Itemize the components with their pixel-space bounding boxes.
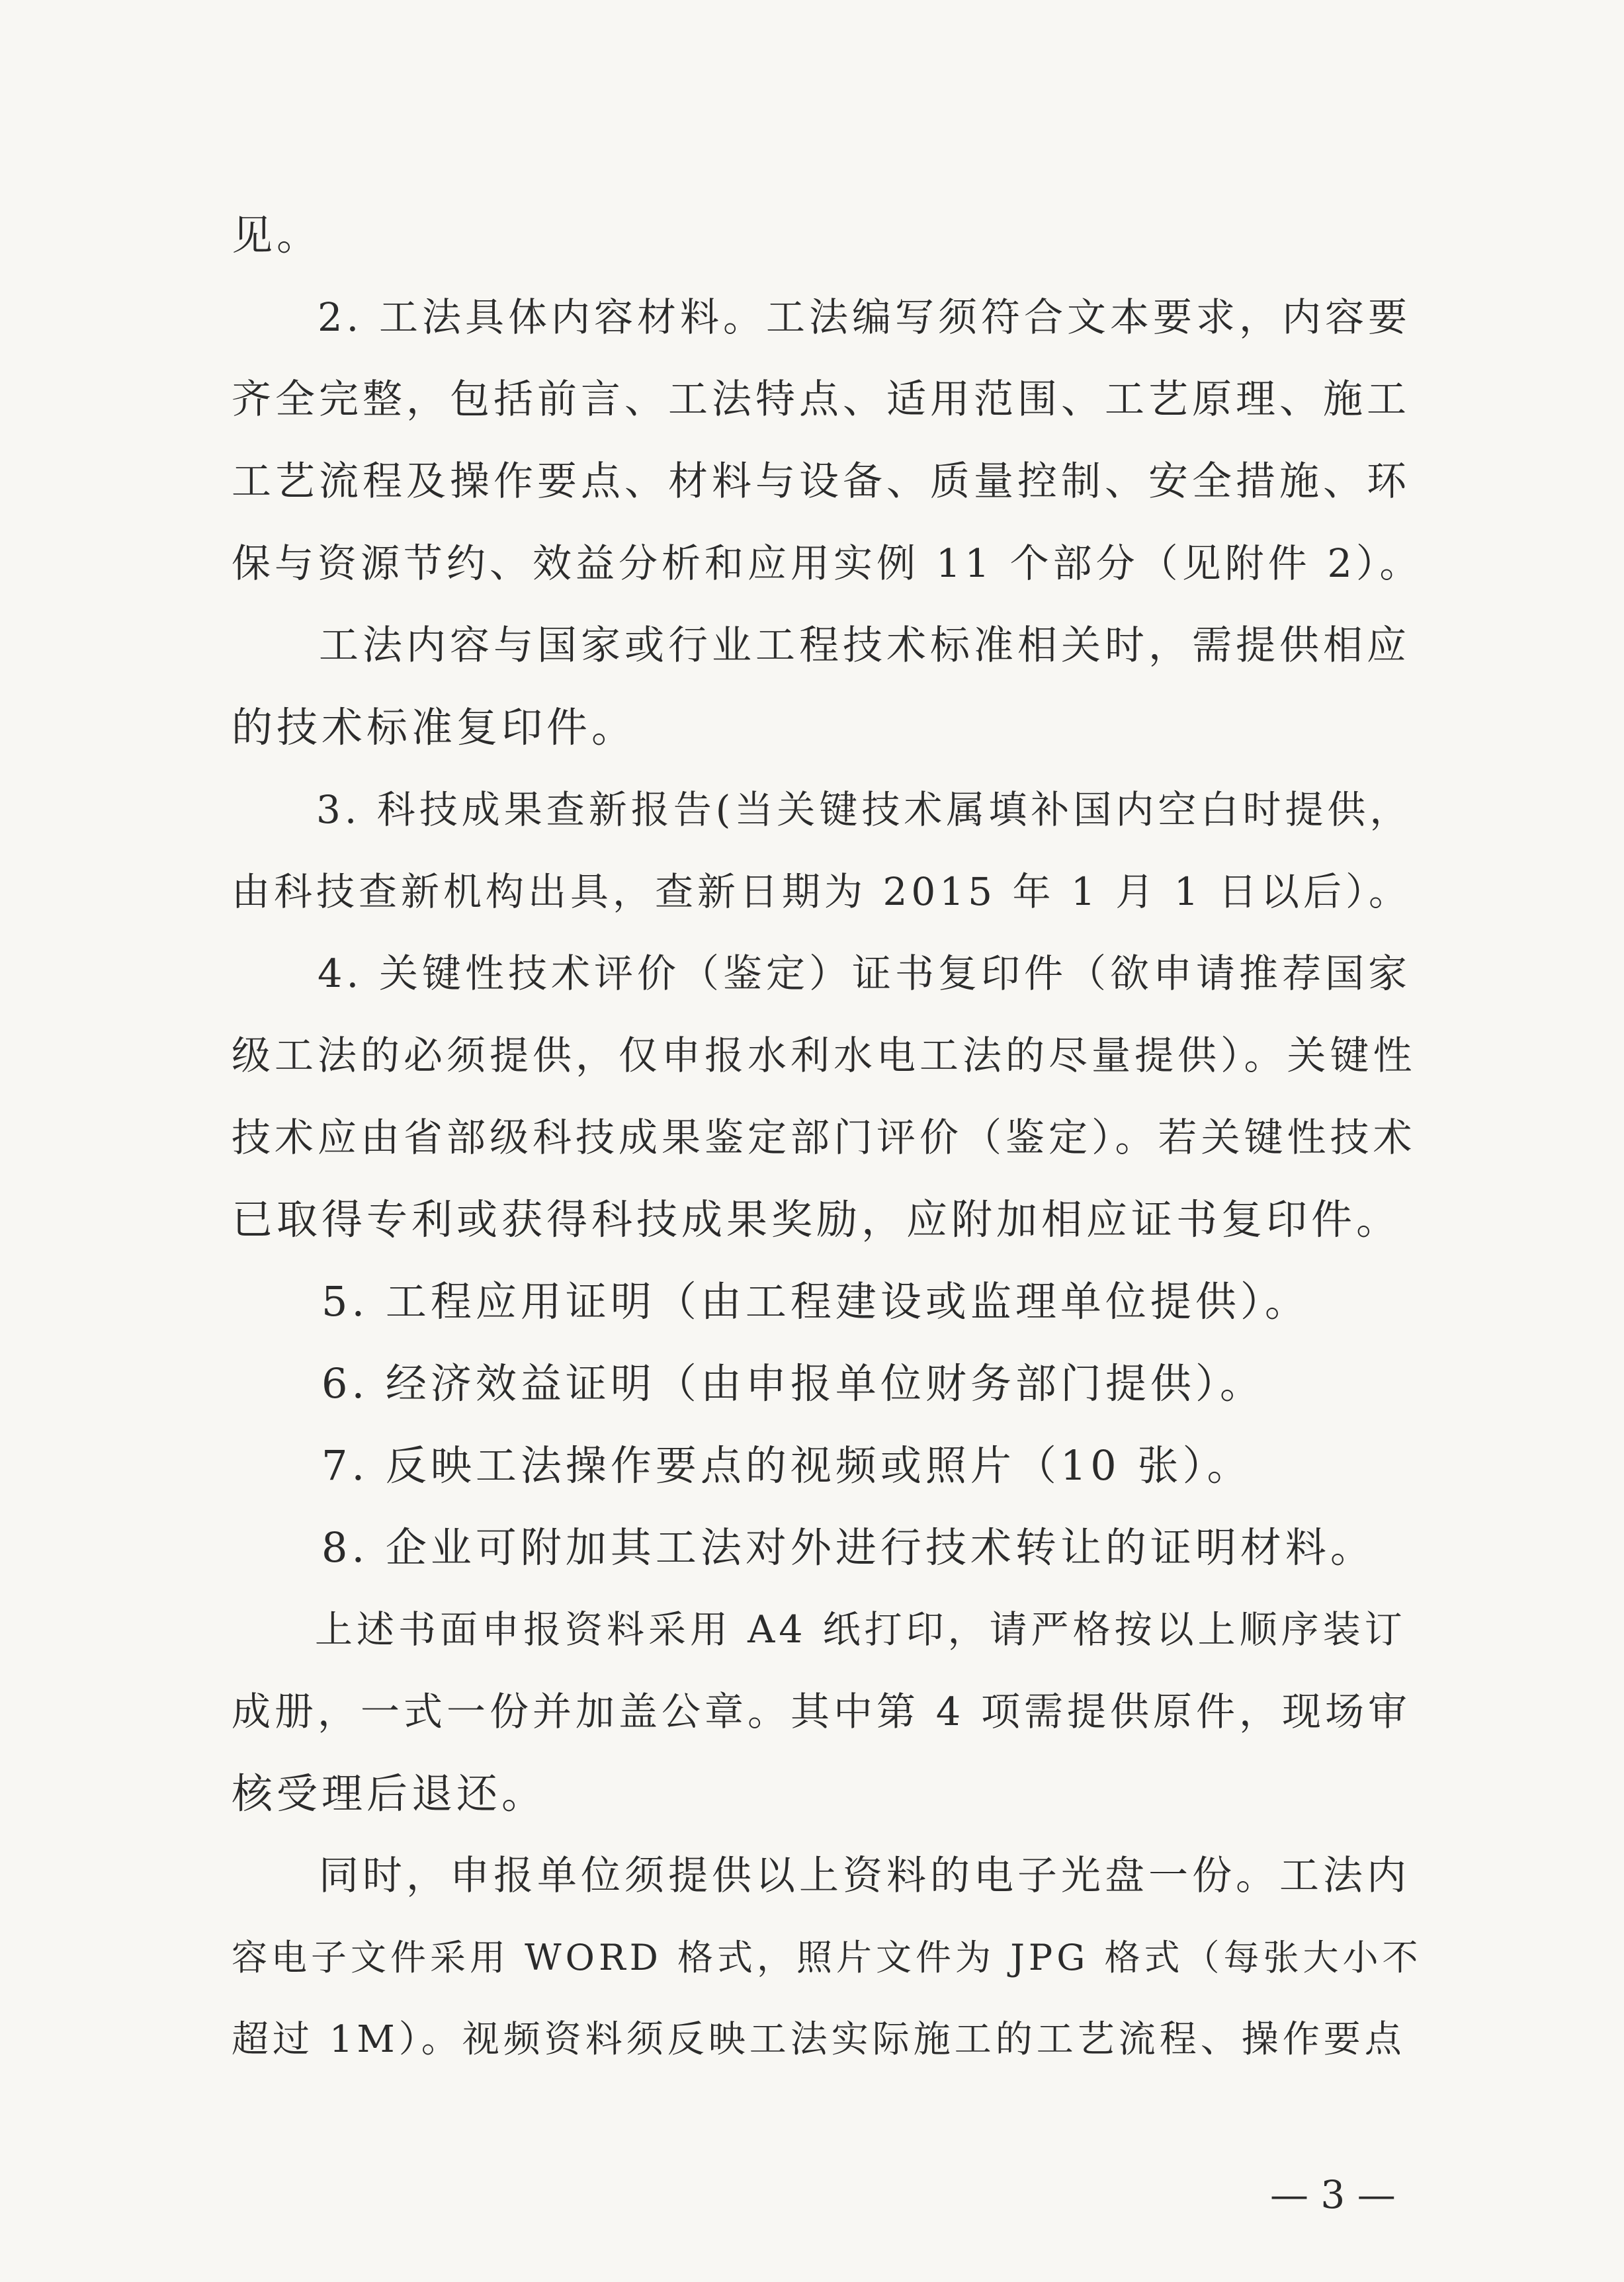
text-line: 3. 科技成果查新报告(当关键技术属填补国内空白时提供，: [232, 787, 1412, 832]
page-number: — 3 —: [1270, 2172, 1396, 2217]
text-line: 容电子文件采用 WORD 格式，照片文件为 JPG 格式（每张大小不: [232, 1937, 1422, 1978]
text-line: 工艺流程及操作要点、材料与设备、质量控制、安全措施、环: [232, 458, 1410, 505]
text-line: 工法内容与国家或行业工程技术标准相关时，需提供相应: [232, 622, 1410, 669]
text-line: 核受理后退还。: [232, 1769, 547, 1818]
text-line: 技术应由省部级科技成果鉴定部门评价（鉴定）。若关键性技术: [232, 1115, 1416, 1160]
text-line: 超过 1M）。视频资料须反映工法实际施工的工艺流程、操作要点: [232, 2018, 1406, 2061]
text-line: 已取得专利或获得科技成果奖励，应附加相应证书复印件。: [232, 1195, 1402, 1244]
text-line: 6. 经济效益证明（由申报单位财务部门提供）。: [232, 1359, 1265, 1408]
text-line: 上述书面申报资料采用 A4 纸打印，请严格按以上顺序装订: [232, 1608, 1406, 1652]
text-line: 级工法的必须提供，仅申报水利水电工法的尽量提供）。关键性: [232, 1033, 1416, 1078]
text-line: 2. 工法具体内容材料。工法编写须符合文本要求，内容要: [232, 294, 1412, 340]
text-line: 8. 企业可附加其工法对外进行技术转让的证明材料。: [232, 1523, 1375, 1572]
text-line: 5. 工程应用证明（由工程建设或监理单位提供）。: [232, 1277, 1310, 1326]
text-line: 成册，一式一份并加盖公章。其中第 4 项需提供原件，现场审: [232, 1689, 1412, 1734]
text-line: 的技术标准复印件。: [232, 703, 637, 751]
text-line: 保与资源节约、效益分析和应用实例 11 个部分（见附件 2）。: [232, 540, 1423, 586]
text-line: 4. 关键性技术评价（鉴定）证书复印件（欲申请推荐国家: [232, 951, 1412, 996]
text-line: 由科技查新机构出具，查新日期为 2015 年 1 月 1 日以后）。: [232, 869, 1412, 914]
text-line: 见。: [232, 211, 322, 259]
text-line: 同时，申报单位须提供以上资料的电子光盘一份。工法内: [232, 1853, 1410, 1899]
text-line: 7. 反映工法操作要点的视频或照片（10 张）。: [232, 1441, 1252, 1490]
text-line: 齐全完整，包括前言、工法特点、适用范围、工艺原理、施工: [232, 376, 1410, 423]
